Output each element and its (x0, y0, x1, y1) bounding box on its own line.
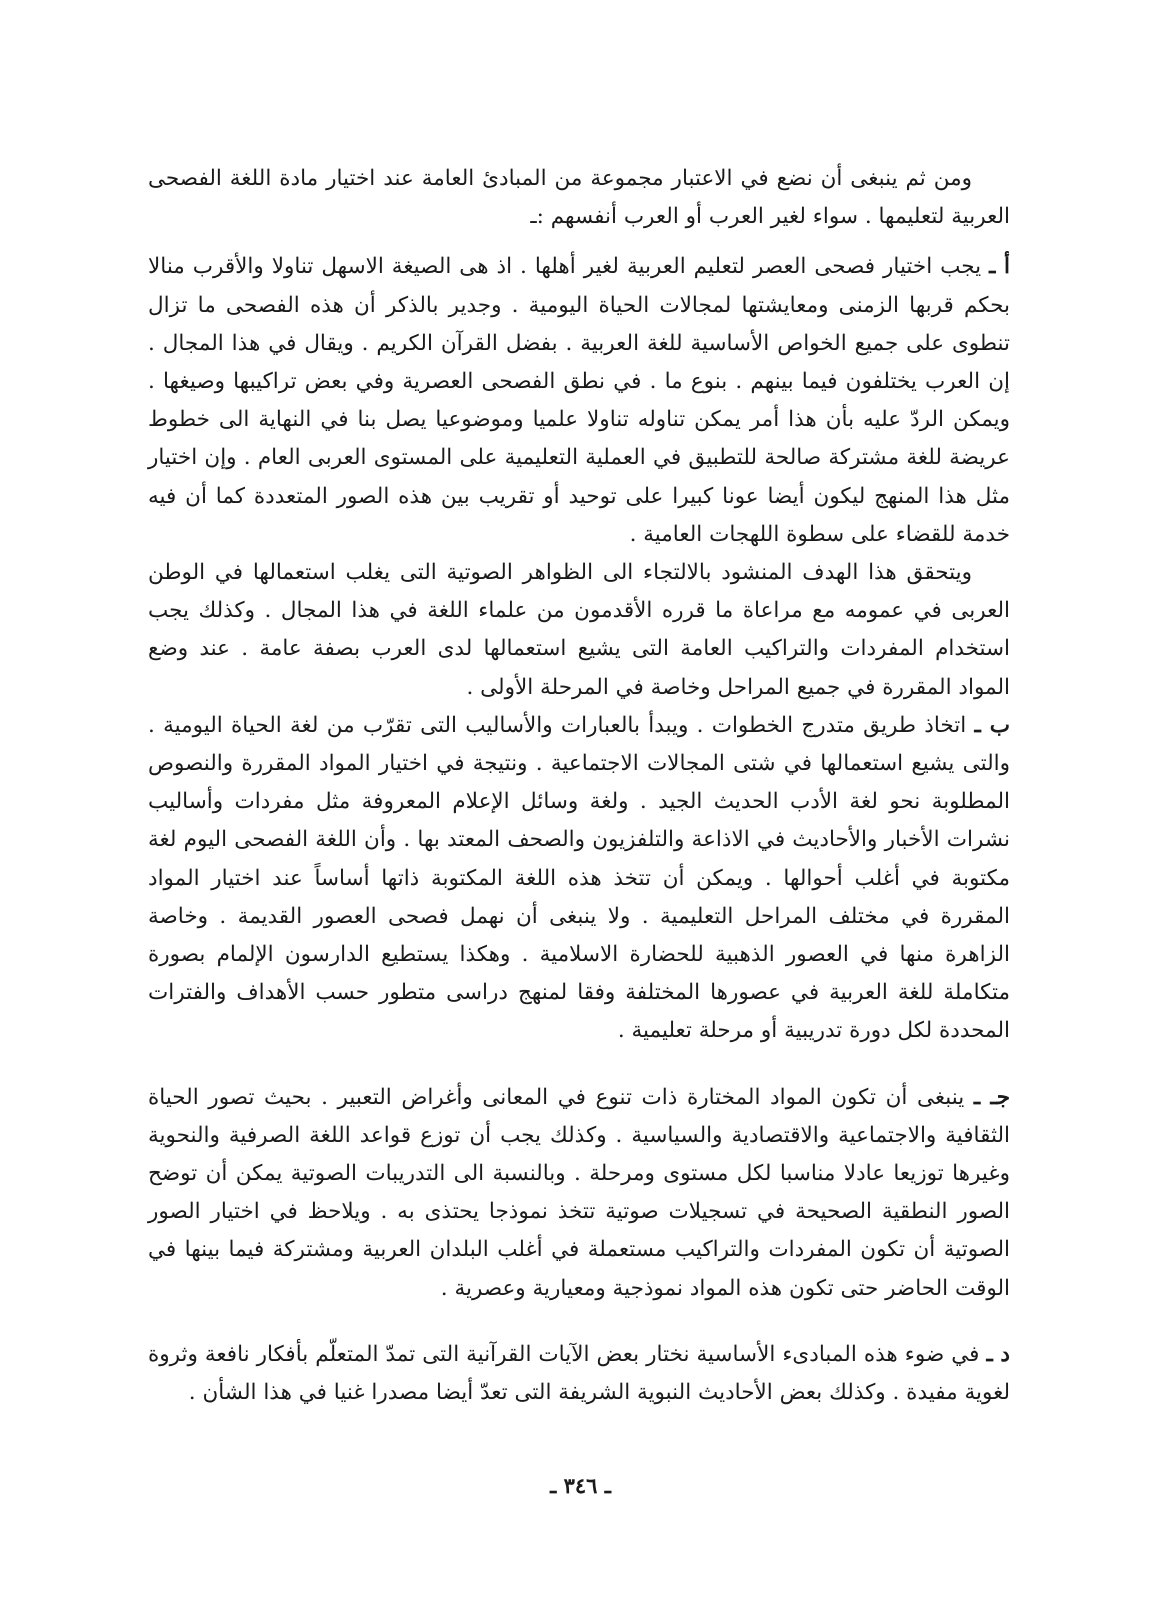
principle-d-marker: د ـ (986, 1341, 1011, 1367)
intro-paragraph (148, 160, 1010, 236)
principle-a-marker: أ ـ (989, 254, 1010, 280)
paragraph-text: ومن ثم ينبغى أن نضع في الاعتبار مجموعة من المبادئ العامة عند اختيار مادة اللغة الفصحى العربية لتعليمها . سواء لغير العرب أو العرب أنفسهم :ـ (148, 166, 1010, 230)
paragraph-text: ويتحقق هذا الهدف المنشود بالالتجاء الى الظواهر الصوتية التى يغلب استعمالها في الوطن العربى في عمومه مع مراعاة ما قرره الأقدمون من علماء اللغة في هذا المجال . وكذلك يجب استخدام المفردات والتراكيب العامة التى يشيع استعمالها لدى العرب بصفة عامة . عند وضع المواد المقررة في جميع المراحل وخاصة في المرحلة الأولى . (148, 560, 1010, 700)
realization-paragraph (148, 554, 1010, 707)
principle-a-paragraph (148, 248, 1010, 554)
paragraph-text: اتخاذ طريق متدرج الخطوات . ويبدأ بالعبارات والأساليب التى تقرّب من لغة الحياة اليومية . والتى يشيع استعمالها في شتى المجالات الاجتماعية . ونتيجة في اختيار المواد المقررة والنصوص المطلوبة نحو لغة الأدب الحديث الجيد . ولغة وسائل الإعلام المعروفة مثل مفردات وأساليب نشرات الأخبار والأحاديث في الاذاعة والتلفزيون والصحف المعتد بها . وأن اللغة الفصحى اليوم لغة مكتوبة في أغلب أحوالها . ويمكن أن تتخذ هذه اللغة المكتوبة ذاتها أساساً عند اختيار المواد المقررة في مختلف المراحل التعليمية . ولا ينبغى أن نهمل فصحى العصور القديمة . وخاصة الزاهرة منها في العصور الذهبية للحضارة الاسلامية . وهكذا يستطيع الدارسون الإلمام بصورة متكاملة للغة العربية في عصورها المختلفة وفقا لمنهج دراسى متطور حسب الأهداف والفترات المحددة لكل دورة تدريبية أو مرحلة تعليمية . (148, 712, 1010, 1044)
principle-b-paragraph (148, 707, 1010, 1051)
page-number: ـ ٣٤٦ ـ (550, 1473, 611, 1498)
principle-b-marker: ب ـ (974, 712, 1010, 738)
paragraph-text: يجب اختيار فصحى العصر لتعليم العربية لغير أهلها . اذ هى الصيغة الاسهل تناولا والأقرب منالا بحكم قربها الزمنى ومعايشتها لمجالات الحياة اليومية . وجدير بالذكر أن هذه الفصحى ما تزال تنطوى على جميع الخواص الأساسية للغة العربية . بفضل القرآن الكريم . ويقال في هذا المجال . إن العرب يختلفون فيما بينهم . بنوع ما . في نطق الفصحى العصرية وفي بعض تراكيبها وصيغها . ويمكن الردّ عليه بأن هذا أمر يمكن تناوله تناولا علميا وموضوعيا يصل بنا في النهاية الى خطوط عريضة للغة مشتركة صالحة للتطبيق في العملية التعليمية على المستوى العربى العام . وإن اختيار مثل هذا المنهج ليكون أيضا عونا كبيرا على توحيد أو تقريب بين هذه الصور المتعددة كما أن فيه خدمة للقضاء على سطوة اللهجات العامية . (148, 254, 1010, 547)
paragraph-text: في ضوء هذه المبادىء الأساسية نختار بعض الآيات القرآنية التى تمدّ المتعلّم بأفكار نافعة وثروة لغوية مفيدة . وكذلك بعض الأحاديث النبوية الشريفة التى تعدّ أيضا مصدرا غنيا في هذا الشأن . (148, 1341, 1010, 1406)
principle-c-marker: جـ ـ (973, 1084, 1010, 1110)
page-body (148, 160, 1010, 1412)
principle-c-paragraph (148, 1079, 1010, 1308)
principle-d-paragraph (148, 1336, 1010, 1412)
paragraph-text: ينبغى أن تكون المواد المختارة ذات تنوع في المعانى وأغراض التعبير . بحيث تصور الحياة الثقافية والاجتماعية والاقتصادية والسياسية . وكذلك يجب أن توزع قواعد اللغة الصرفية والنحوية وغيرها توزيعا عادلا مناسبا لكل مستوى ومرحلة . وبالنسبة الى التدريبات الصوتية يمكن أن توضح الصور النطقية الصحيحة في تسجيلات صوتية تتخذ نموذجا يحتذى به . ويلاحظ في اختيار الصور الصوتية أن تكون المفردات والتراكيب مستعملة في أغلب البلدان العربية ومشتركة فيما بينها في الوقت الحاضر حتى تكون هذه المواد نموذجية ومعيارية وعصرية . (148, 1084, 1010, 1301)
